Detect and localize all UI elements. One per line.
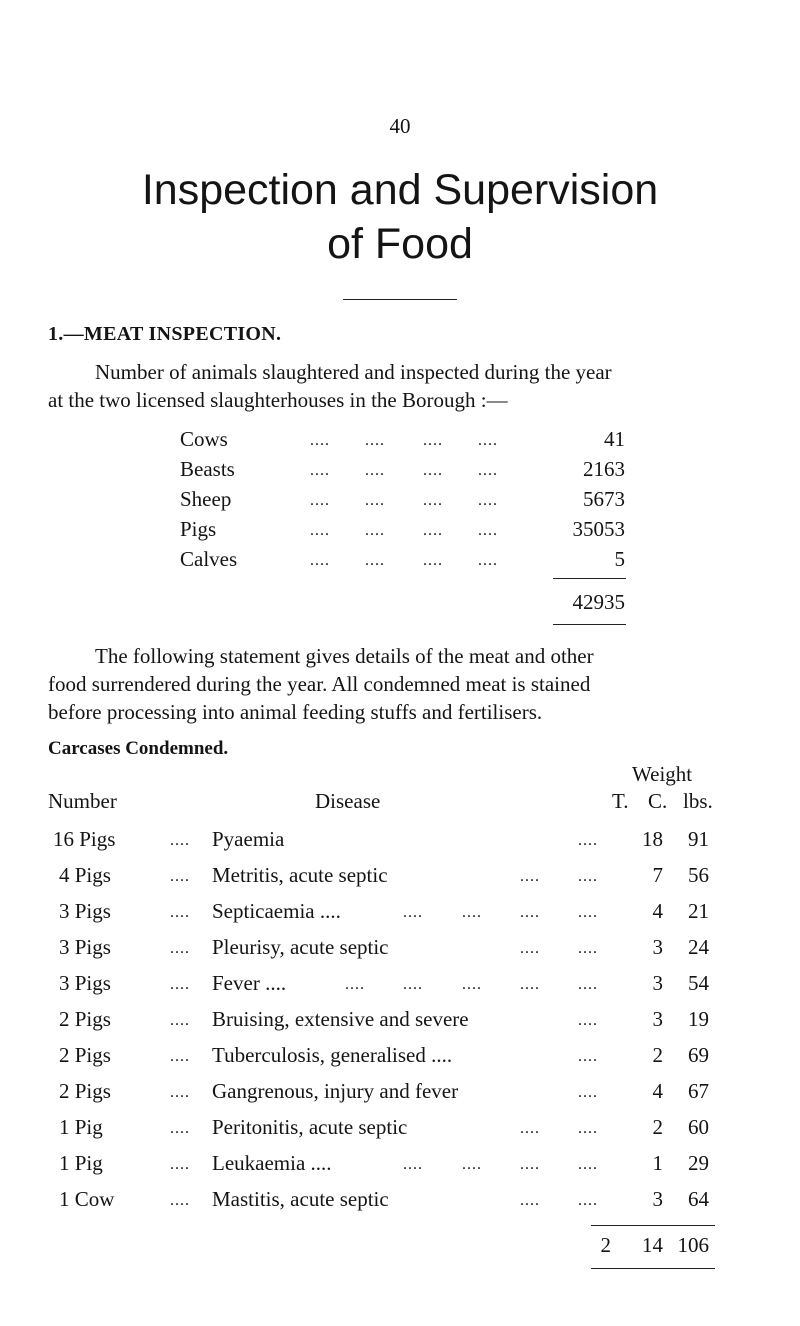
leader-dots: ....: [462, 1156, 482, 1173]
leader-dots: ....: [578, 1120, 598, 1137]
leader-dots: ....: [578, 1192, 598, 1209]
row-number: 4 Pigs: [59, 863, 111, 887]
leader-dots: ....: [365, 462, 385, 479]
leader-dots: ....: [520, 1120, 540, 1137]
leader-dots: ....: [462, 904, 482, 921]
column-header-number: Number: [48, 789, 117, 813]
leader-dots: ....: [345, 976, 365, 993]
row-number: 3 Pigs: [59, 935, 111, 959]
row-disease: Mastitis, acute septic: [212, 1187, 389, 1211]
row-disease: Leukaemia ....: [212, 1151, 332, 1175]
row-lbs: 29: [688, 1151, 709, 1175]
column-header-lbs: lbs.: [683, 789, 713, 813]
row-lbs: 24: [688, 935, 709, 959]
row-lbs: 21: [688, 899, 709, 923]
carcases-heading: Carcases Condemned.: [48, 738, 229, 759]
leader-dots: ....: [403, 1156, 423, 1173]
table-total-rule-bottom: [591, 1268, 715, 1269]
leader-dots: ....: [310, 462, 330, 479]
row-disease: Fever ....: [212, 971, 287, 995]
leader-dots: ....: [578, 1156, 598, 1173]
statement-line-3: before processing into animal feeding stuffs and fertilisers.: [48, 700, 543, 724]
animal-name: Cows: [180, 427, 228, 451]
leader-dots: ....: [170, 940, 190, 957]
animal-count: 41: [604, 427, 625, 451]
animal-name: Pigs: [180, 517, 217, 541]
leader-dots: ....: [403, 904, 423, 921]
leader-dots: ....: [423, 432, 443, 449]
row-number: 1 Cow: [59, 1187, 115, 1211]
leader-dots: ....: [520, 940, 540, 957]
animal-name: Beasts: [180, 457, 235, 481]
leader-dots: ....: [170, 868, 190, 885]
statement-line-2: food surrendered during the year. All condemned meat is stained: [48, 672, 591, 696]
row-lbs: 69: [688, 1043, 709, 1067]
leader-dots: ....: [578, 976, 598, 993]
leader-dots: ....: [520, 1192, 540, 1209]
leader-dots: ....: [170, 1120, 190, 1137]
row-number: 3 Pigs: [59, 971, 111, 995]
total-rule-bottom: [553, 624, 626, 625]
column-header-disease: Disease: [315, 789, 381, 813]
total-tons: 2: [600, 1233, 611, 1257]
row-cwt: 3: [652, 971, 663, 995]
leader-dots: ....: [403, 976, 423, 993]
row-cwt: 7: [652, 863, 663, 887]
leader-dots: ....: [310, 492, 330, 509]
leader-dots: ....: [520, 904, 540, 921]
leader-dots: ....: [520, 1156, 540, 1173]
row-cwt: 2: [652, 1115, 663, 1139]
row-lbs: 67: [688, 1079, 709, 1103]
animal-count: 35053: [572, 517, 625, 541]
leader-dots: ....: [578, 940, 598, 957]
leader-dots: ....: [478, 462, 498, 479]
leader-dots: ....: [170, 904, 190, 921]
leader-dots: ....: [578, 1012, 598, 1029]
leader-dots: ....: [462, 976, 482, 993]
row-number: 16 Pigs: [53, 827, 116, 851]
statement-line-1: The following statement gives details of the meat and other: [95, 644, 594, 668]
leader-dots: ....: [423, 462, 443, 479]
leader-dots: ....: [170, 1156, 190, 1173]
leader-dots: ....: [310, 432, 330, 449]
row-lbs: 54: [688, 971, 709, 995]
leader-dots: ....: [170, 976, 190, 993]
row-cwt: 3: [652, 935, 663, 959]
row-disease: Pleurisy, acute septic: [212, 935, 389, 959]
row-lbs: 91: [688, 827, 709, 851]
row-cwt: 18: [642, 827, 663, 851]
row-disease: Pyaemia: [212, 827, 285, 851]
row-disease: Metritis, acute septic: [212, 863, 388, 887]
title-divider: [343, 299, 457, 300]
row-lbs: 64: [688, 1187, 709, 1211]
page-title-line-2: of Food: [327, 220, 473, 268]
row-cwt: 4: [652, 899, 663, 923]
leader-dots: ....: [423, 492, 443, 509]
leader-dots: ....: [170, 1084, 190, 1101]
row-disease: Gangrenous, injury and fever: [212, 1079, 459, 1103]
row-cwt: 3: [652, 1187, 663, 1211]
leader-dots: ....: [578, 904, 598, 921]
animal-count: 5: [614, 547, 625, 571]
leader-dots: ....: [365, 492, 385, 509]
leader-dots: ....: [170, 1192, 190, 1209]
leader-dots: ....: [170, 1012, 190, 1029]
leader-dots: ....: [578, 868, 598, 885]
table-total-rule-top: [591, 1225, 715, 1226]
row-number: 1 Pig: [59, 1151, 103, 1175]
leader-dots: ....: [478, 522, 498, 539]
animals-total: 42935: [572, 590, 625, 614]
row-disease: Septicaemia ....: [212, 899, 341, 923]
leader-dots: ....: [365, 522, 385, 539]
row-lbs: 60: [688, 1115, 709, 1139]
leader-dots: ....: [520, 868, 540, 885]
leader-dots: ....: [365, 432, 385, 449]
page-title-line-1: Inspection and Supervision: [141, 166, 659, 214]
animal-name: Sheep: [180, 487, 232, 511]
section-heading: 1.—MEAT INSPECTION.: [48, 323, 282, 345]
column-header-weight: Weight: [632, 762, 693, 786]
row-cwt: 1: [652, 1151, 663, 1175]
animal-count: 5673: [583, 487, 625, 511]
leader-dots: ....: [578, 1048, 598, 1065]
column-header-tons: T.: [612, 789, 629, 813]
row-disease: Peritonitis, acute septic: [212, 1115, 408, 1139]
page-number: 40: [389, 114, 411, 138]
row-lbs: 56: [688, 863, 709, 887]
leader-dots: ....: [423, 522, 443, 539]
leader-dots: ....: [170, 1048, 190, 1065]
row-cwt: 4: [652, 1079, 663, 1103]
total-rule-top: [553, 578, 626, 579]
intro-line-1: Number of animals slaughtered and inspected during the year: [95, 360, 612, 384]
leader-dots: ....: [520, 976, 540, 993]
animal-count: 2163: [583, 457, 625, 481]
row-disease: Bruising, extensive and severe: [212, 1007, 469, 1031]
leader-dots: ....: [170, 832, 190, 849]
column-header-cwt: C.: [648, 789, 668, 813]
leader-dots: ....: [478, 432, 498, 449]
leader-dots: ....: [423, 552, 443, 569]
row-number: 1 Pig: [59, 1115, 103, 1139]
row-lbs: 19: [688, 1007, 709, 1031]
row-cwt: 3: [652, 1007, 663, 1031]
row-number: 2 Pigs: [59, 1043, 111, 1067]
leader-dots: ....: [578, 1084, 598, 1101]
row-number: 3 Pigs: [59, 899, 111, 923]
row-number: 2 Pigs: [59, 1007, 111, 1031]
total-lbs: 106: [677, 1233, 709, 1257]
leader-dots: ....: [478, 552, 498, 569]
leader-dots: ....: [310, 552, 330, 569]
total-cwt: 14: [642, 1233, 663, 1257]
leader-dots: ....: [365, 552, 385, 569]
row-cwt: 2: [652, 1043, 663, 1067]
row-disease: Tuberculosis, generalised ....: [212, 1043, 453, 1067]
leader-dots: ....: [478, 492, 498, 509]
intro-line-2: at the two licensed slaughterhouses in the Borough :—: [48, 388, 508, 412]
animal-name: Calves: [180, 547, 238, 571]
leader-dots: ....: [578, 832, 598, 849]
leader-dots: ....: [310, 522, 330, 539]
row-number: 2 Pigs: [59, 1079, 111, 1103]
